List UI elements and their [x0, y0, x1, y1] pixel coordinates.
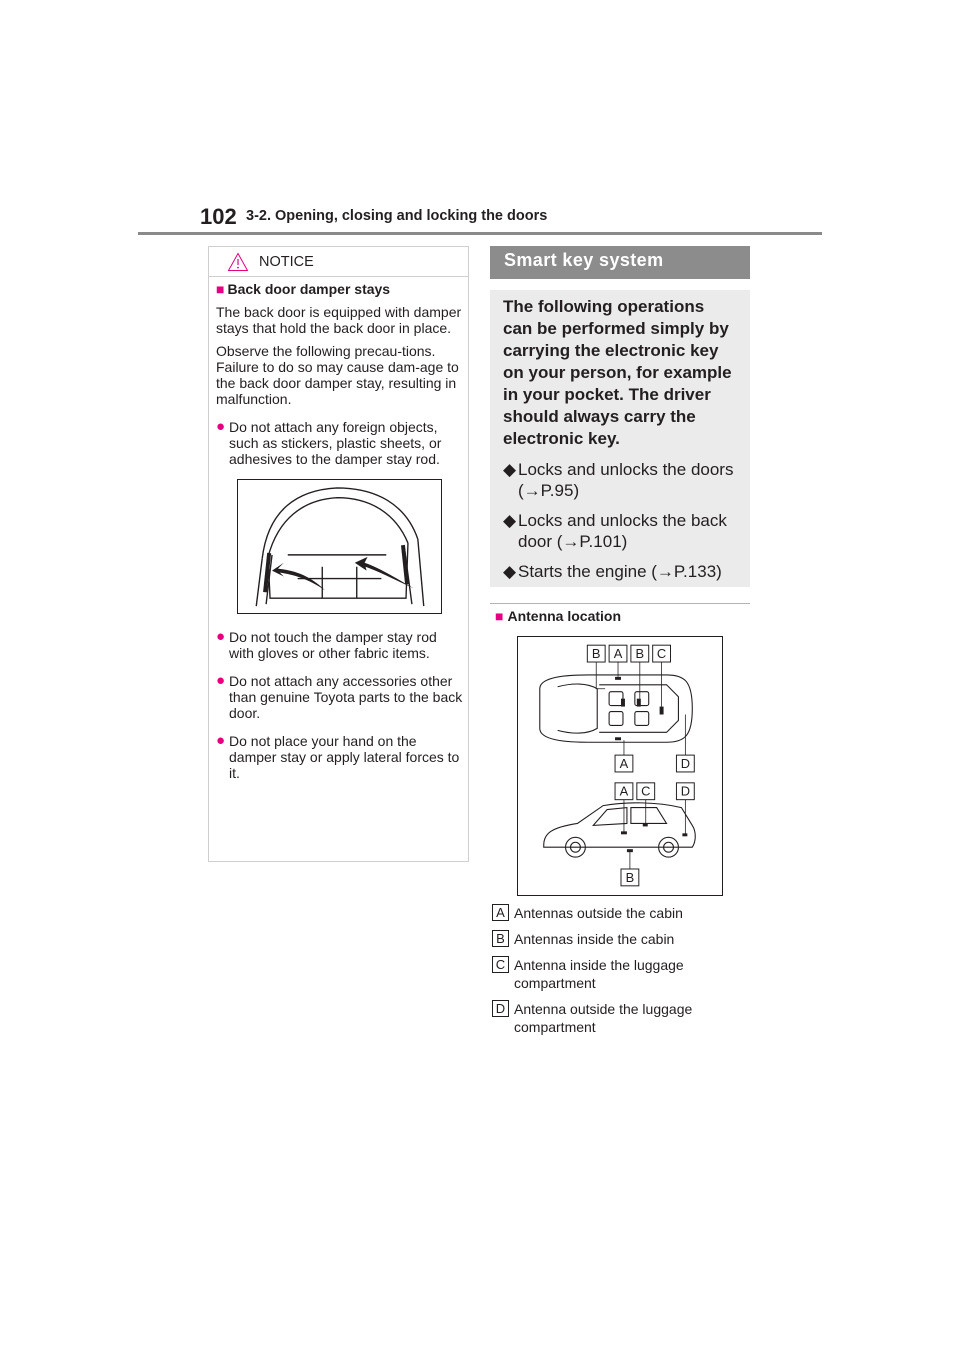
smart-key-banner	[490, 246, 750, 279]
diamond-bullet-icon: ◆	[503, 511, 517, 530]
legend-key: A	[492, 904, 509, 921]
car-top-view	[540, 675, 693, 742]
diamond-bullet-icon: ◆	[503, 460, 517, 479]
notice-box	[208, 246, 469, 862]
antenna-label: C	[641, 783, 651, 799]
legend-key: D	[492, 1000, 509, 1017]
smart-key-bullet: ◆ Locks and unlocks the doors (→P.95)	[503, 460, 734, 500]
legend-text: Antennas inside the cabin	[514, 931, 675, 947]
notice-bullet: ● Do not attach any accessories other than genuine Toyota parts to the back door.	[216, 672, 463, 721]
legend-key: C	[492, 956, 509, 973]
section-title: 3-2. Opening, closing and locking the doors	[246, 208, 548, 224]
smart-key-intro-box	[490, 290, 750, 587]
notice-bullet: ● Do not touch the damper stay rod with gloves or other fabric items.	[216, 628, 437, 661]
antenna-label: B	[625, 869, 635, 885]
notice-paragraph: Observe the following precau-tions.	[216, 343, 436, 359]
back-door-damper-illustration	[237, 479, 442, 614]
antenna-label: D	[680, 783, 691, 799]
notice-paragraph: Failure to do so may cause dam-age to the back door damper stay, resulting in malfunction.	[216, 359, 459, 407]
notice-subheading: ■ Back door damper stays	[216, 281, 391, 297]
notice-paragraph: The back door is equipped with damper stays that hold the back door in place.	[216, 304, 462, 336]
car-side-view	[544, 803, 696, 857]
notice-header	[209, 247, 468, 277]
square-bullet-icon: ■	[495, 608, 504, 624]
page-number: 102	[200, 204, 237, 229]
legend-item	[492, 930, 752, 948]
legend-item	[492, 904, 752, 922]
legend-key: B	[492, 930, 509, 947]
notice-title: NOTICE	[259, 254, 314, 270]
antenna-location-diagram	[517, 636, 723, 896]
circle-bullet-icon: ●	[216, 628, 226, 645]
smart-key-bullet: ◆ Starts the engine (→P.133)	[503, 562, 722, 581]
smart-key-bullet: ◆ Locks and unlocks the back door (→P.101)	[503, 511, 727, 551]
circle-bullet-icon: ●	[216, 672, 226, 689]
antenna-label: B	[591, 646, 601, 662]
legend-text: Antennas outside the cabin	[514, 905, 683, 921]
antenna-label: B	[635, 646, 645, 662]
diamond-bullet-icon: ◆	[503, 562, 517, 581]
notice-bullet: ● Do not attach any foreign objects, such as stickers, plastic sheets, or adhesives to the damper stay rod.	[216, 418, 442, 467]
notice-body	[216, 279, 464, 781]
circle-bullet-icon: ●	[216, 418, 226, 435]
square-bullet-icon: ■	[216, 281, 225, 297]
legend-text: Antenna inside the luggage compartment	[514, 957, 684, 991]
antenna-label: A	[619, 755, 629, 771]
legend-item	[492, 1000, 752, 1036]
antenna-label: A	[619, 783, 629, 799]
notice-bullet: ● Do not place your hand on the damper stay or apply lateral forces to it.	[216, 732, 460, 781]
legend-item	[492, 956, 752, 992]
antenna-label: A	[613, 646, 623, 662]
section-divider	[490, 603, 750, 604]
circle-bullet-icon: ●	[216, 732, 226, 749]
antenna-label: D	[680, 755, 691, 771]
antenna-legend	[492, 904, 752, 1044]
legend-text: Antenna outside the luggage compartment	[514, 1001, 693, 1035]
page-header	[200, 204, 820, 230]
antenna-label: C	[656, 646, 667, 662]
header-rule	[138, 232, 822, 235]
smart-key-title: Smart key system	[504, 250, 664, 270]
warning-triangle-icon	[227, 252, 249, 272]
antenna-heading: ■ Antenna location	[495, 608, 622, 624]
smart-key-intro: The following operations can be performed simply by carrying the electronic key on your person, for example in your pocket. The driver should always carry the electronic key.	[503, 297, 732, 448]
